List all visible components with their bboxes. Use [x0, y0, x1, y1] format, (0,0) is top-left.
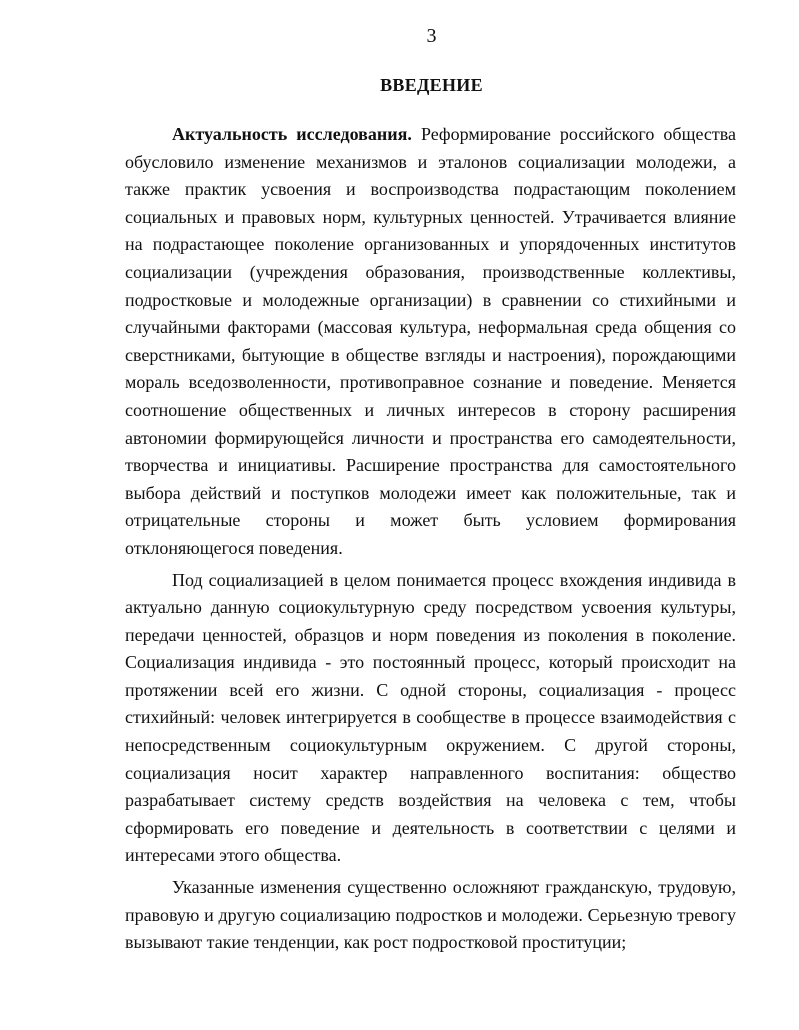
paragraph-socialization: Под социализацией в целом понимается процесс вхождения индивида в актуально данную социокультурную среду посредством усвоения культуры, передачи ценностей, образцов и норм поведения из поколения в поколение. Социализация индивида - это постоянный процесс, который происходит на протяжении всей его жизни. С одной стороны, социализация - процесс стихийный: человек интегрируется в сообществе в процессе взаимодействия с непосредственным социокультурным окружением. С другой стороны, социализация носит характер направленного воспитания: общество разрабатывает систему средств воздействия на человека с тем, чтобы сформировать его поведение и деятельность в соответствии с целями и интересами этого общества.: [125, 569, 736, 866]
relevance-heading: Актуальность исследования.: [172, 124, 412, 144]
page-number: 3: [426, 25, 437, 47]
paragraph-text: Реформирование российского общества обусловило изменение механизмов и эталонов социализации молодежи, а также практик усвоения и воспроизводства подрастающим поколением социальных и правовых норм, культурных ценностей. Утрачивается влияние на подрастающее поколение организованных и упорядоченных институтов социализации (учреждения образования, производственные коллективы, подростковые и молодежные организации) в сравнении со стихийными и случайными факторами (массовая культура, неформальная среда общения со сверстниками, бытующие в обществе взгляды и настроения), порождающими мораль вседозволенности, противоправное сознание и поведение. Меняется соотношение общественных и личных интересов в сторону расширения автономии формирующейся личности и пространства его самодеятельности, творчества и инициативы. Расширение пространства для самостоятельного выбора действий и поступков молодежи имеет как положительные, так и отрицательные стороны и может быть условием формирования отклоняющегося поведения.: [125, 124, 736, 558]
paragraph-changes: Указанные изменения существенно осложняют гражданскую, трудовую, правовую и другую социализацию подростков и молодежи. Серьезную тревогу вызывают такие тенденции, как рост подростковой проституции;: [125, 877, 736, 953]
paragraph-relevance: [125, 121, 736, 563]
page-title: ВВЕДЕНИЕ: [380, 75, 483, 95]
document-body: [125, 121, 736, 957]
